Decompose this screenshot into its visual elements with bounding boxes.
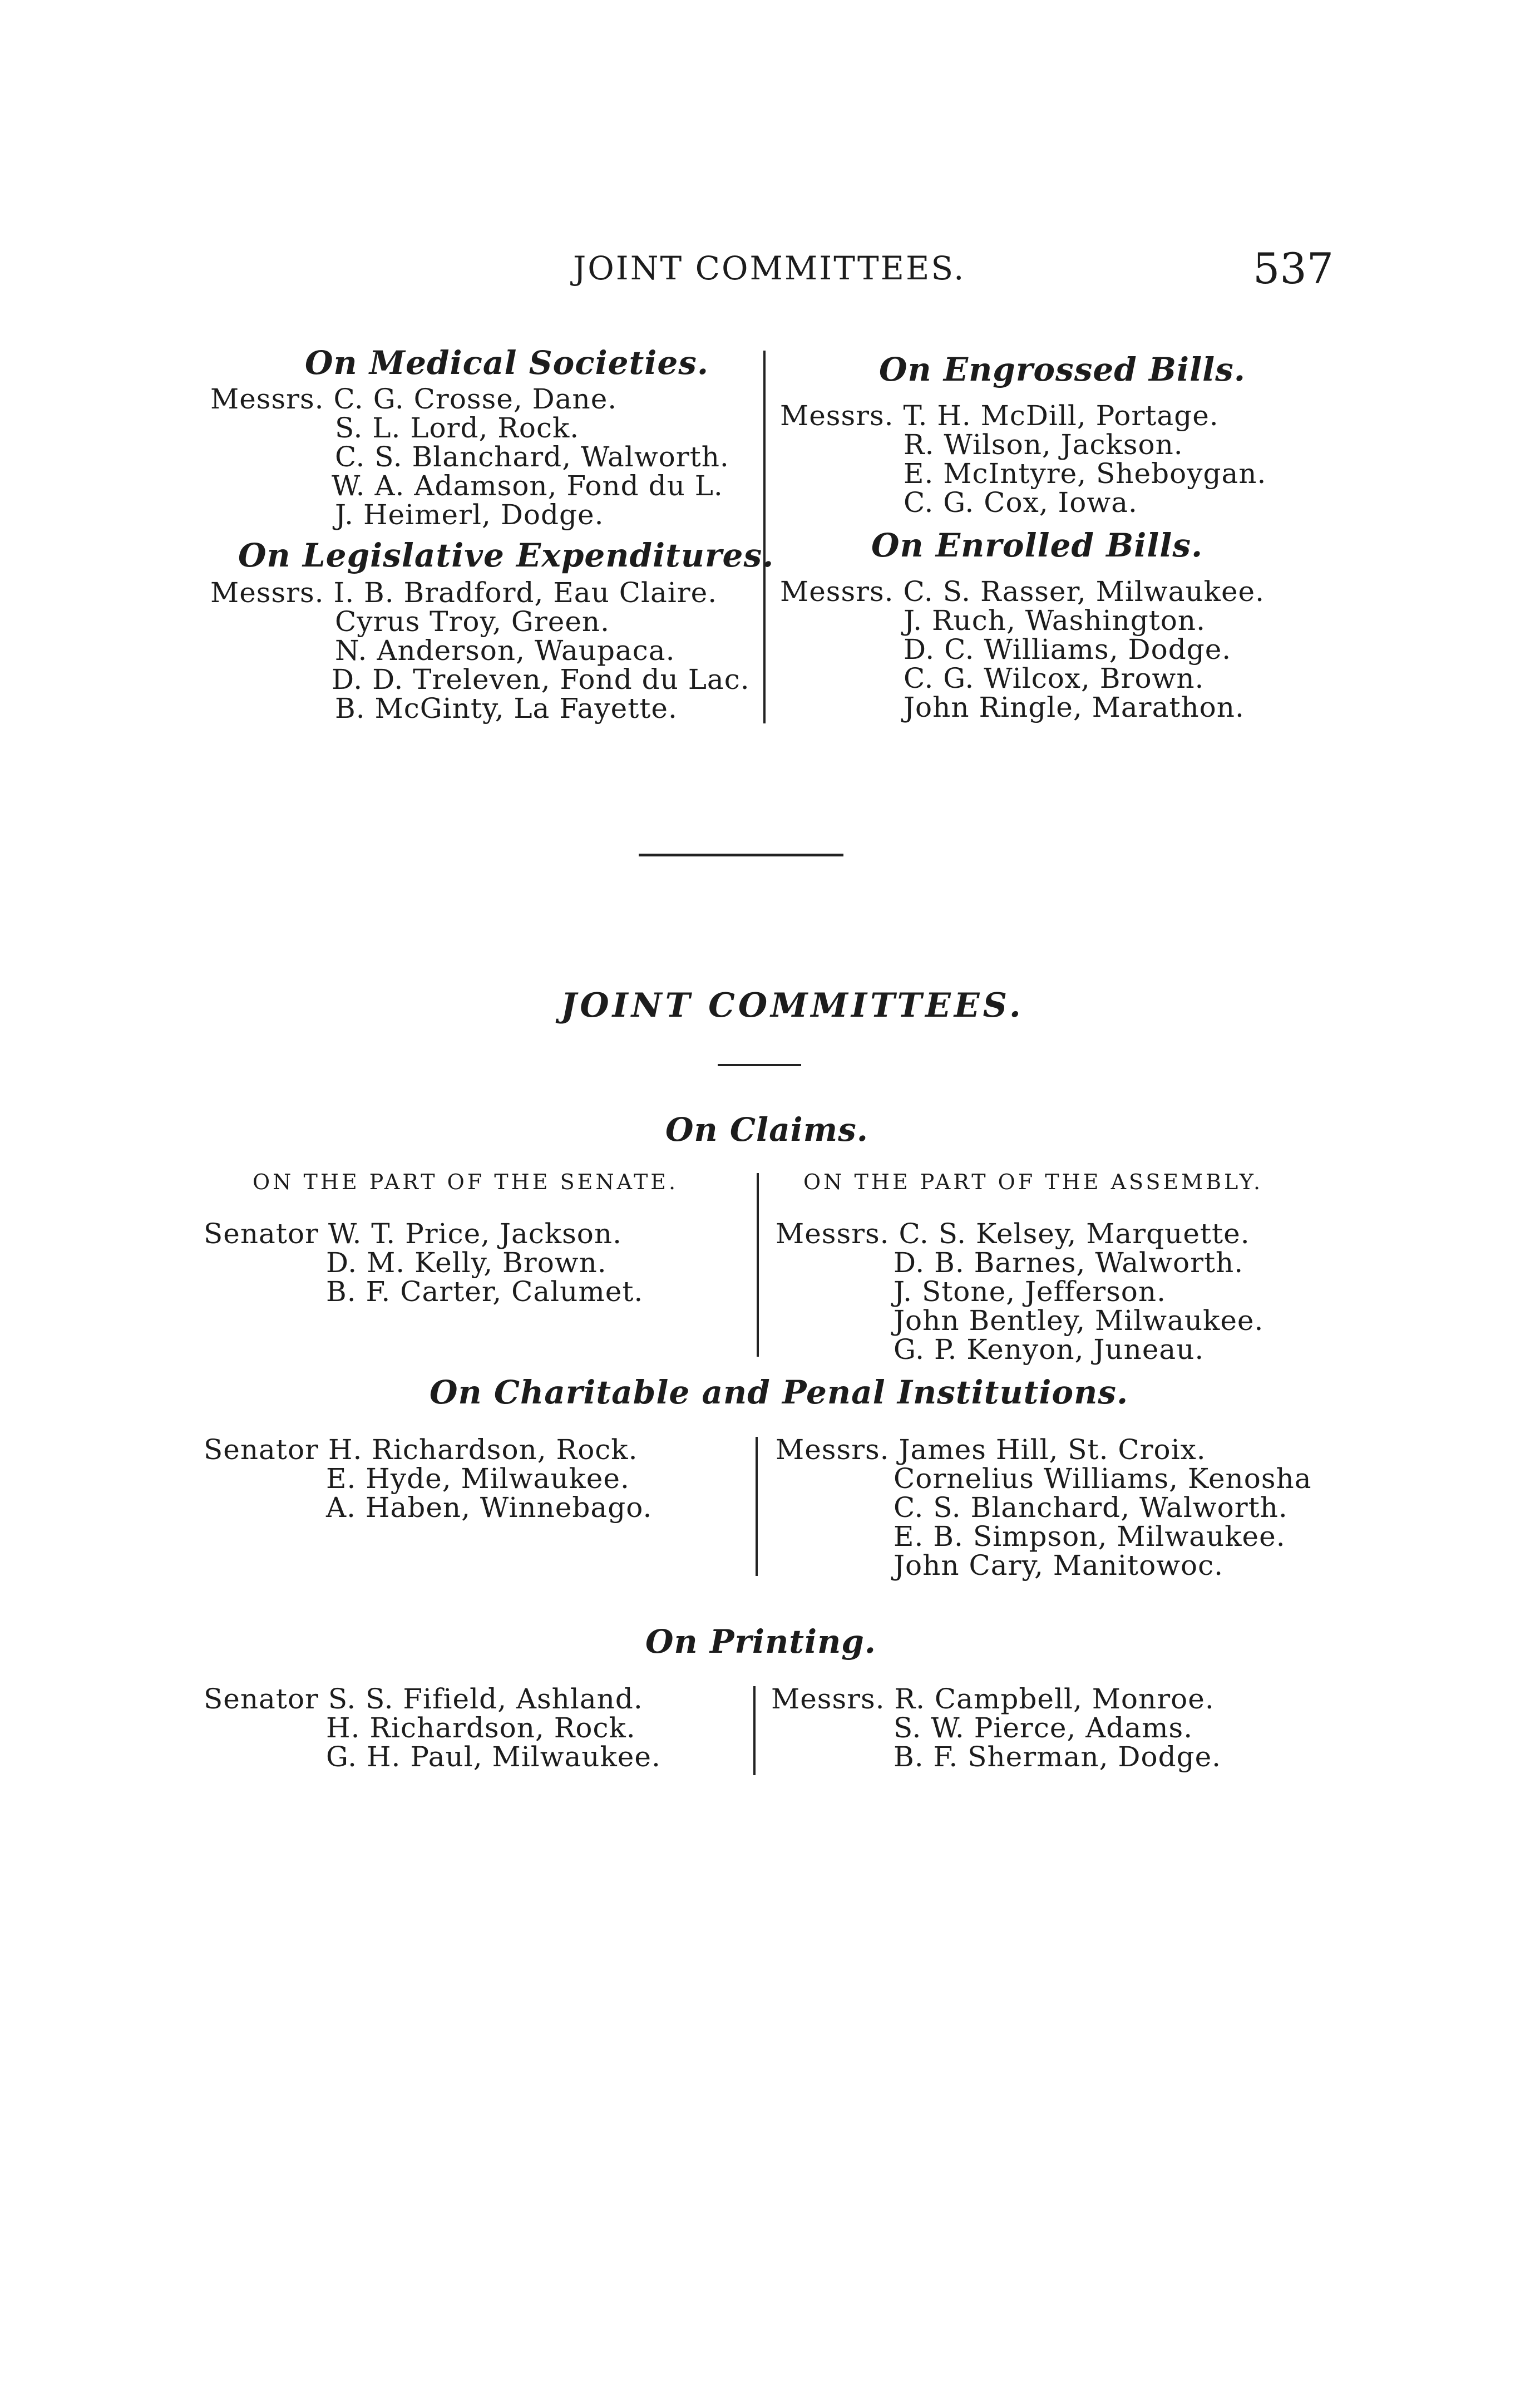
member-line: Cornelius Williams, Kenosha [894,1462,1312,1495]
column-divider [757,1173,759,1357]
committee-heading-charitable: On Charitable and Penal Institutions. [430,1373,1129,1411]
member-line: Messrs. C. S. Rasser, Milwaukee. [780,575,1265,608]
committee-heading-printing: On Printing. [645,1623,876,1661]
senate-column-label: ON THE PART OF THE SENATE. [253,1170,679,1194]
member-line: J. Heimerl, Dodge. [335,499,604,531]
member-line: B. F. Carter, Calumet. [326,1275,644,1308]
member-line: C. S. Blanchard, Walworth. [335,441,729,473]
member-line: Messrs. I. B. Bradford, Eau Claire. [210,577,718,609]
assembly-column-label: ON THE PART OF THE ASSEMBLY. [803,1170,1263,1194]
title-underline [718,1064,801,1066]
member-line: D. D. Treleven, Fond du Lac. [332,663,750,696]
member-line: S. W. Pierce, Adams. [894,1712,1193,1744]
member-line: John Cary, Manitowoc. [894,1549,1223,1582]
member-line: J. Stone, Jefferson. [894,1275,1166,1308]
running-head: JOINT COMMITTEES. [573,249,966,287]
member-line: N. Anderson, Waupaca. [335,634,675,667]
committee-heading-claims: On Claims. [665,1111,868,1149]
committee-heading-legislative: On Legislative Expenditures. [238,536,774,574]
member-line: D. M. Kelly, Brown. [326,1247,607,1279]
member-line: J. Ruch, Washington. [904,604,1206,637]
page-number: 537 [1253,244,1334,293]
column-divider [756,1437,758,1576]
member-line: R. Wilson, Jackson. [904,428,1183,461]
member-line: Messrs. C. G. Crosse, Dane. [210,383,618,415]
member-line: G. P. Kenyon, Juneau. [894,1333,1205,1366]
member-line: John Ringle, Marathon. [904,691,1245,723]
member-line: C. S. Blanchard, Walworth. [894,1491,1288,1524]
committee-heading-enrolled: On Enrolled Bills. [871,526,1203,564]
member-line: C. G. Cox, Iowa. [904,486,1138,519]
member-line: Senator S. S. Fifield, Ashland. [204,1683,643,1715]
member-line: Senator W. T. Price, Jackson. [204,1218,622,1250]
section-title: JOINT COMMITTEES. [561,986,1024,1025]
member-line: D. B. Barnes, Walworth. [894,1247,1244,1279]
member-line: Messrs. T. H. McDill, Portage. [780,400,1219,432]
member-line: C. G. Wilcox, Brown. [904,662,1205,694]
committee-heading-engrossed: On Engrossed Bills. [879,351,1246,388]
member-line: G. H. Paul, Milwaukee. [326,1741,661,1773]
member-line: E. B. Simpson, Milwaukee. [894,1520,1286,1553]
member-line: Messrs. R. Campbell, Monroe. [771,1683,1215,1715]
member-line: Messrs. C. S. Kelsey, Marquette. [776,1218,1250,1250]
member-line: S. L. Lord, Rock. [335,412,580,444]
member-line: Messrs. James Hill, St. Croix. [776,1433,1206,1466]
member-line: W. A. Adamson, Fond du L. [332,470,723,502]
member-line: Senator H. Richardson, Rock. [204,1433,638,1466]
member-line: John Bentley, Milwaukee. [894,1304,1264,1337]
member-line: D. C. Williams, Dodge. [904,633,1232,666]
committee-heading-medical: On Medical Societies. [305,344,709,382]
column-divider [753,1686,756,1775]
member-line: H. Richardson, Rock. [326,1712,636,1744]
member-line: B. McGinty, La Fayette. [335,692,678,725]
section-separator [639,854,843,856]
member-line: Cyrus Troy, Green. [335,605,610,638]
member-line: A. Haben, Winnebago. [326,1491,653,1524]
member-line: E. McIntyre, Sheboygan. [904,457,1267,490]
member-line: E. Hyde, Milwaukee. [326,1462,630,1495]
member-line: B. F. Sherman, Dodge. [894,1741,1222,1773]
